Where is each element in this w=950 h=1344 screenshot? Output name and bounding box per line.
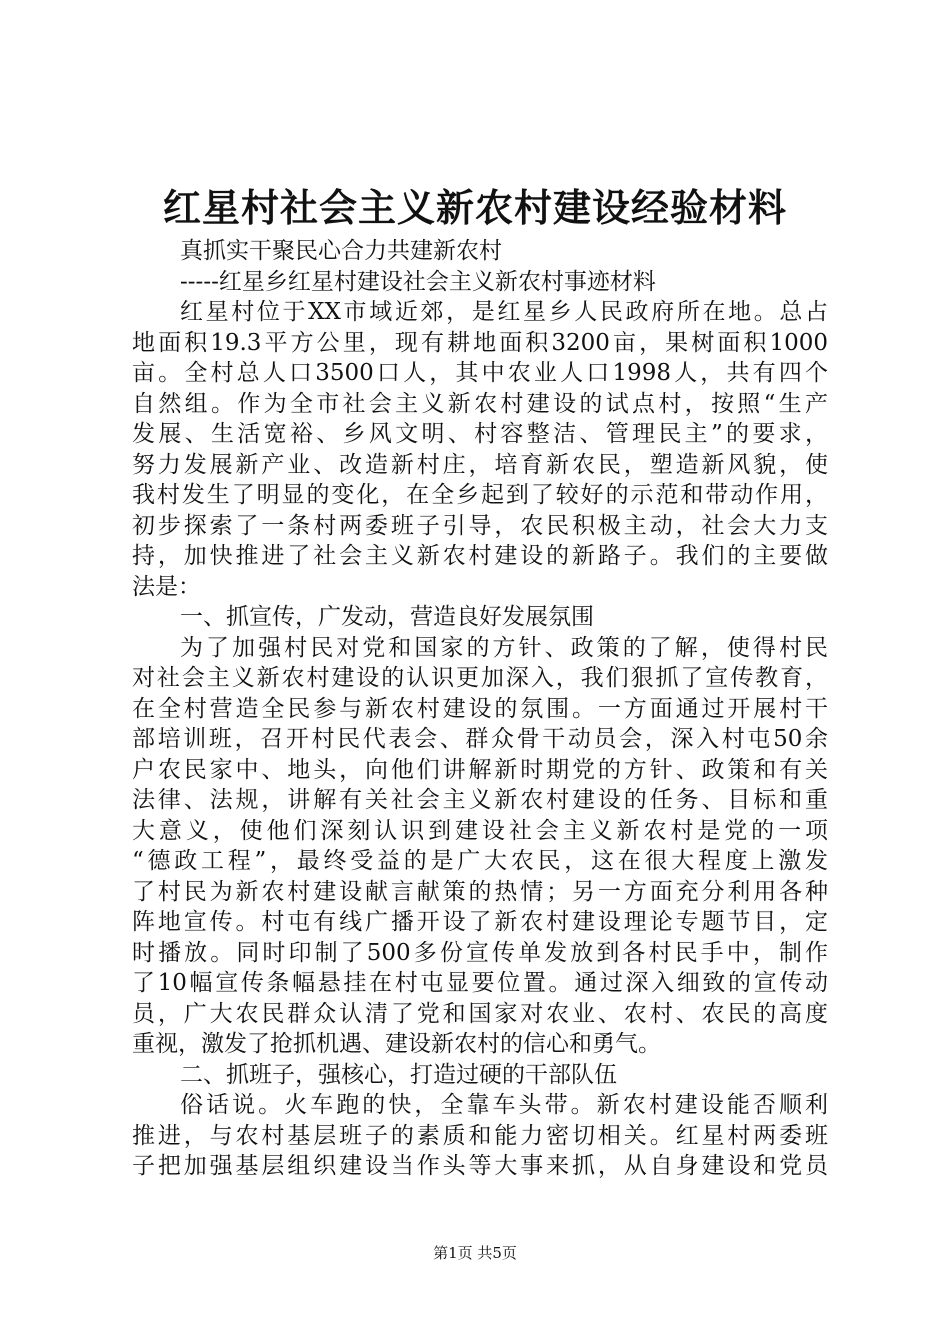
paragraph-line: 地面积19.3平方公里，现有耕地面积3200亩，果树面积1000: [132, 329, 828, 356]
paragraph-line: 员，广大农民群众认清了党和国家对农业、农村、农民的高度: [132, 1000, 828, 1027]
paragraph-line: 对社会主义新农村建设的认识更加深入，我们狠抓了宣传教育，: [132, 665, 828, 691]
paragraph-line: 持，加快推进了社会主义新农村建设的新路子。我们的主要做: [132, 543, 828, 569]
paragraph-line: 大意义，使他们深刻认识到建设社会主义新农村是党的一项: [132, 817, 828, 844]
paragraph-line: 发展、生活宽裕、乡风文明、村容整洁、管理民主”的要求，: [132, 421, 828, 447]
paragraph-line: 时播放。同时印制了500多份宣传单发放到各村民手中，制作: [132, 939, 828, 966]
subtitle-line: -----红星乡红星村建设社会主义新农村事迹材料: [180, 268, 656, 295]
document-title: 红星村社会主义新农村建设经验材料: [162, 186, 787, 230]
paragraph-line: 为了加强村民对党和国家的方针、政策的了解，使得村民: [180, 634, 828, 661]
paragraph-line: 俗话说。火车跑的快，全靠车头带。新农村建设能否顺利: [180, 1092, 828, 1118]
paragraph-line: 自然组。作为全市社会主义新农村建设的试点村，按照“生产: [132, 390, 828, 417]
paragraph-line: 重视，激发了抢抓机遇、建设新农村的信心和勇气。: [132, 1031, 661, 1057]
page-footer: 第1页 共5页: [433, 1244, 517, 1262]
paragraph-line: 了10幅宣传条幅悬挂在村屯显要位置。通过深入细致的宣传动: [132, 970, 828, 996]
paragraph-line: 了村民为新农村建设献言献策的热情；另一方面充分利用各种: [132, 878, 828, 905]
subtitle-line: 真抓实干聚民心合力共建新农村: [180, 238, 502, 264]
document-body: [132, 236, 828, 1182]
paragraph-line: 阵地宣传。村屯有线广播开设了新农村建设理论专题节目，定: [132, 909, 828, 935]
paragraph-line: 部培训班，召开村民代表会、群众骨干动员会，深入村屯50余: [132, 726, 828, 752]
section-heading: 一、抓宣传，广发动，营造良好发展氛围: [180, 604, 594, 630]
paragraph-line: 红星村位于XX市域近郊，是红星乡人民政府所在地。总占: [180, 299, 828, 325]
paragraph-line: 初步探索了一条村两委班子引导，农民积极主动，社会大力支: [132, 512, 828, 539]
paragraph-line: “德政工程”，最终受益的是广大农民，这在很大程度上激发: [132, 848, 828, 874]
paragraph-line: 推进，与农村基层班子的素质和能力密切相关。红星村两委班: [132, 1122, 828, 1149]
paragraph-line: 子把加强基层组织建设当作头等大事来抓，从自身建设和党员: [132, 1153, 828, 1179]
paragraph-line: 户农民家中、地头，向他们讲解新时期党的方针、政策和有关: [132, 756, 828, 783]
paragraph-line: 法律、法规，讲解有关社会主义新农村建设的任务、目标和重: [132, 787, 828, 813]
section-heading: 二、抓班子，强核心，打造过硬的干部队伍: [180, 1061, 617, 1088]
paragraph-line: 亩。全村总人口3500口人，其中农业人口1998人，共有四个: [132, 360, 828, 386]
paragraph-line: 在全村营造全民参与新农村建设的氛围。一方面通过开展村干: [132, 695, 828, 722]
paragraph-line: 我村发生了明显的变化，在全乡起到了较好的示范和带动作用，: [132, 482, 828, 508]
paragraph-line: 法是：: [132, 573, 201, 600]
paragraph-line: 努力发展新产业、改造新村庄，培育新农民，塑造新风貌，使: [132, 451, 828, 478]
